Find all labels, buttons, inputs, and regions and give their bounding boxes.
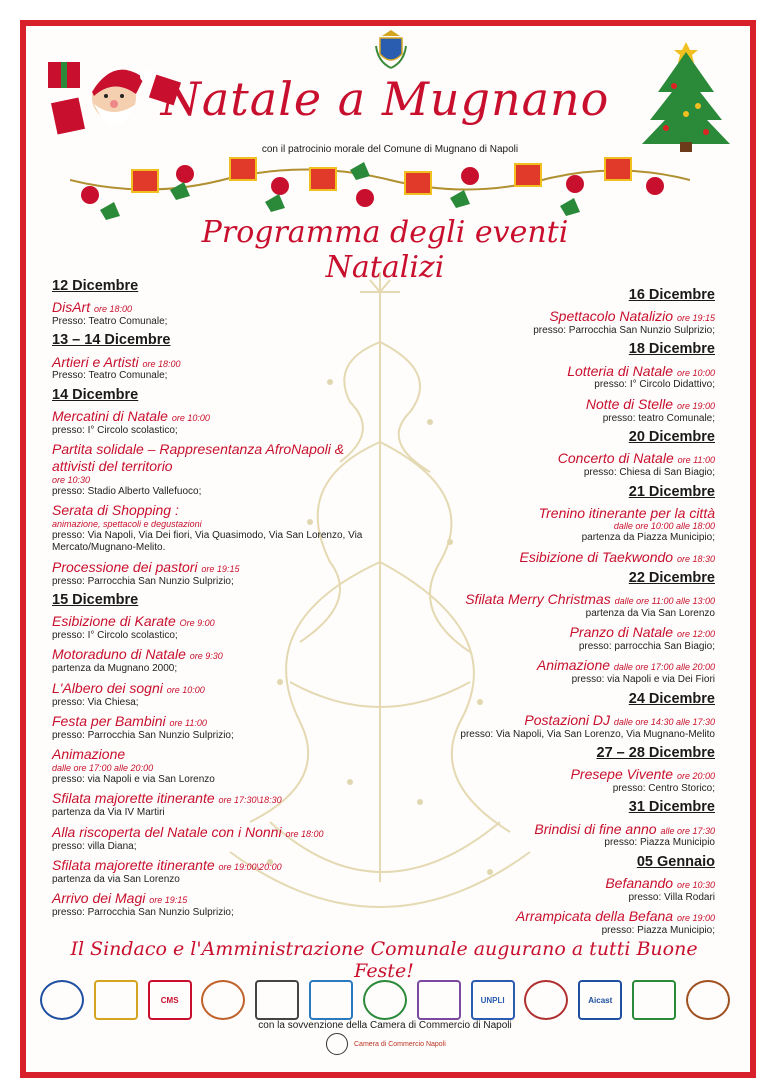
event-time: dalle ore 17:00 alle 20:00 bbox=[52, 763, 154, 774]
event-location: partenza da Piazza Municipio; bbox=[581, 532, 715, 544]
funding-note: con la sovvenzione della Camera di Commercio di Napoli bbox=[258, 1020, 512, 1031]
event-title: Processione dei pastori ore 19:15 bbox=[52, 558, 240, 575]
event-title: Partita solidale – Rappresentanza AfroNapoli & attivisti del territorio ore 10:30 bbox=[52, 441, 382, 485]
event-location: presso: Via Napoli, Via San Lorenzo, Via Mugnano-Melito bbox=[460, 728, 715, 740]
event-time: ore 19:00 bbox=[676, 400, 715, 411]
sponsor-logo bbox=[632, 980, 676, 1020]
event-location: presso: Parrocchia San Nunzio Sulprizio; bbox=[52, 907, 234, 919]
event-time: dalle ore 11:00 alle 13:00 bbox=[614, 595, 715, 606]
event-location: presso: via Napoli e via Dei Fiori bbox=[571, 674, 715, 686]
event-date-heading: 20 Dicembre bbox=[628, 429, 715, 446]
event-title: Artieri e Artisti ore 18:00 bbox=[52, 353, 181, 370]
event-time: ore 17:30\18:30 bbox=[218, 795, 282, 806]
sponsor-logo: UNPLI bbox=[471, 980, 515, 1020]
event-time: ore 10:00 bbox=[166, 684, 205, 695]
event-location: presso: I° Circolo Didattivo; bbox=[594, 379, 715, 391]
event-title: Presepe Vivente ore 20:00 bbox=[570, 766, 715, 783]
event-location: presso: Piazza Municipio; bbox=[601, 925, 715, 937]
event-date-heading: 21 Dicembre bbox=[628, 483, 715, 500]
event-title: Arrivo dei Magi ore 19:15 bbox=[52, 890, 188, 907]
event-title: Festa per Bambini ore 11:00 bbox=[52, 713, 207, 730]
event-title: Lotteria di Natale ore 10:00 bbox=[567, 362, 715, 379]
event-title: Sfilata Merry Christmas dalle ore 11:00 alle 13:00 bbox=[465, 590, 715, 607]
event-location: presso: parrocchia San Biagio; bbox=[578, 640, 715, 652]
chamber-of-commerce-logo bbox=[326, 1032, 446, 1056]
event-time: ore 9:30 bbox=[189, 651, 223, 662]
event-time: animazione, spettacoli e degustazioni bbox=[52, 518, 202, 529]
event-time: ore 19:15 bbox=[676, 313, 715, 324]
event-title: Alla riscoperta del Natale con i Nonni ore 18:00 bbox=[52, 823, 324, 840]
sponsor-logo bbox=[686, 980, 730, 1020]
event-time: ore 12:00 bbox=[676, 629, 715, 639]
event-location: presso: villa Diana; bbox=[52, 840, 137, 852]
event-title: Postazioni DJ dalle ore 14:30 alle 17:30 bbox=[524, 711, 715, 728]
event-location: presso: Stadio Alberto Vallefuoco; bbox=[52, 485, 202, 497]
event-location: presso: teatro Comunale; bbox=[602, 412, 715, 424]
event-time: ore 20:00 bbox=[676, 771, 715, 782]
season-greeting: Il Sindaco e l'Amministrazione Comunale augurano a tutti Buone Feste! bbox=[70, 938, 698, 982]
sponsor-logo bbox=[417, 980, 461, 1020]
christmas-tree-icon bbox=[636, 34, 736, 154]
event-location: partenza da via San Lorenzo bbox=[52, 873, 180, 885]
event-location: presso: I° Circolo scolastico; bbox=[52, 629, 178, 641]
event-date-heading: 31 Dicembre bbox=[628, 799, 715, 816]
chamber-logo-text: Camera di Commercio Napoli bbox=[354, 1040, 446, 1048]
event-time: ore 19:15 bbox=[149, 895, 188, 906]
event-time: alle ore 17:30 bbox=[660, 825, 715, 836]
sponsor-logo bbox=[255, 980, 299, 1020]
event-time: ore 19:15 bbox=[201, 563, 240, 574]
event-title: L'Albero dei sogni ore 10:00 bbox=[52, 679, 205, 696]
event-time: ore 10:00 bbox=[171, 412, 210, 423]
event-location: presso: Parrocchia San Nunzio Sulprizio; bbox=[52, 729, 234, 741]
event-location: partenza da Mugnano 2000; bbox=[52, 663, 178, 675]
event-location: presso: Parrocchia San Nunzio Sulprizio; bbox=[533, 324, 715, 336]
event-date-heading: 24 Dicembre bbox=[628, 690, 715, 707]
event-title: Sfilata majorette itinerante ore 17:30\18:30 bbox=[52, 790, 282, 807]
event-time: ore 19:00\20:00 bbox=[218, 862, 282, 873]
event-title: Arrampicata della Befana ore 19:00 bbox=[515, 908, 715, 925]
schedule-left-column bbox=[52, 274, 382, 920]
event-location: presso: Piazza Municipio bbox=[604, 837, 715, 849]
event-time: ore 11:00 bbox=[677, 455, 715, 466]
event-location: presso: Villa Rodari bbox=[628, 891, 715, 903]
event-title: Brindisi di fine anno alle ore 17:30 bbox=[534, 820, 715, 837]
event-time: dalle ore 10:00 alle 18:00 bbox=[613, 521, 715, 532]
event-title: DisArt ore 18:00 bbox=[52, 299, 133, 316]
event-date-heading: 14 Dicembre bbox=[52, 386, 139, 403]
event-date-heading: 15 Dicembre bbox=[52, 592, 139, 609]
event-time: ore 18:00 bbox=[285, 828, 324, 839]
event-date-heading: 27 – 28 Dicembre bbox=[596, 745, 715, 762]
event-title: Pranzo di Natale ore 12:00 bbox=[569, 624, 715, 640]
event-location: presso: Via Napoli, Via Dei fiori, Via Quasimodo, Via San Lorenzo, Via Mercato/Mugnano-Melito. bbox=[52, 529, 363, 554]
event-time: ore 18:00 bbox=[142, 358, 181, 369]
poster-subtitle: Programma degli eventi Natalizi bbox=[201, 215, 569, 285]
event-date-heading: 13 – 14 Dicembre bbox=[52, 332, 171, 349]
event-title: Esibizione di Taekwondo ore 18:30 bbox=[519, 548, 715, 565]
event-time: ore 18:30 bbox=[676, 553, 715, 564]
event-date-heading: 12 Dicembre bbox=[52, 278, 139, 294]
event-location: presso: Parrocchia San Nunzio Sulprizio; bbox=[52, 575, 234, 587]
event-title: Sfilata majorette itinerante ore 19:00\20:00 bbox=[52, 857, 282, 874]
event-time: ore 19:00 bbox=[676, 913, 715, 924]
sponsor-logo bbox=[201, 980, 245, 1020]
event-title: Befanando ore 10:30 bbox=[605, 874, 715, 891]
event-time: ore 10:00 bbox=[676, 367, 715, 378]
event-title: Mercatini di Natale ore 10:00 bbox=[52, 407, 210, 424]
event-title: Spettacolo Natalizio ore 19:15 bbox=[549, 308, 715, 325]
event-title: Animazione dalle ore 17:00 alle 20:00 bbox=[536, 657, 715, 674]
poster-title: Natale a Mugnano bbox=[160, 72, 610, 126]
municipal-crest-icon bbox=[374, 26, 408, 70]
event-time: dalle ore 17:00 alle 20:00 bbox=[613, 662, 715, 673]
event-title: Motoraduno di Natale ore 9:30 bbox=[52, 646, 223, 663]
event-date-heading: 16 Dicembre bbox=[628, 287, 715, 303]
sponsor-logo bbox=[309, 980, 353, 1020]
event-title: Notte di Stelle ore 19:00 bbox=[585, 395, 715, 412]
event-time: ore 10:30 bbox=[676, 879, 715, 890]
event-title: Trenino itinerante per la città dalle ore 10:00 alle 18:00 bbox=[390, 505, 715, 533]
sponsor-logo bbox=[40, 980, 84, 1020]
sponsor-logo bbox=[363, 980, 407, 1020]
event-date-heading: 22 Dicembre bbox=[628, 569, 715, 586]
event-time: ore 10:30 bbox=[52, 474, 91, 485]
event-title: Serata di Shopping : animazione, spettacoli e degustazioni bbox=[52, 502, 382, 530]
event-time: ore 11:00 bbox=[169, 718, 207, 729]
event-date-heading: 18 Dicembre bbox=[628, 341, 715, 358]
event-location: partenza da Via San Lorenzo bbox=[585, 607, 715, 619]
sponsor-logo: CMS bbox=[148, 980, 192, 1020]
event-location: presso: Via Chiesa; bbox=[52, 696, 139, 708]
event-location: partenza da Via IV Martiri bbox=[52, 807, 165, 819]
event-location: Presso: Teatro Comunale; bbox=[52, 370, 168, 382]
event-time: ore 18:00 bbox=[94, 304, 133, 315]
event-location: presso: I° Circolo scolastico; bbox=[52, 424, 178, 436]
event-title: Animazione dalle ore 17:00 alle 20:00 bbox=[52, 746, 382, 774]
patronage-note: con il patrocinio morale del Comune di Mugnano di Napoli bbox=[261, 144, 519, 155]
event-title: Concerto di Natale ore 11:00 bbox=[557, 450, 715, 467]
sponsor-logo bbox=[524, 980, 568, 1020]
event-location: Presso: Teatro Comunale; bbox=[52, 315, 168, 327]
sponsor-logos-row bbox=[40, 980, 730, 1020]
event-date-heading: 05 Gennaio bbox=[636, 853, 715, 870]
event-location: presso: Chiesa di San Biagio; bbox=[583, 467, 715, 479]
event-time: dalle ore 14:30 alle 17:30 bbox=[613, 716, 715, 727]
event-title: Esibizione di Karate Ore 9:00 bbox=[52, 613, 215, 630]
event-location: presso: via Napoli e via San Lorenzo bbox=[52, 773, 215, 785]
event-location: presso: Centro Storico; bbox=[612, 782, 715, 794]
schedule-right-column bbox=[390, 283, 715, 938]
sponsor-logo: Aicast bbox=[578, 980, 622, 1020]
sponsor-logo bbox=[94, 980, 138, 1020]
chamber-seal-icon bbox=[326, 1033, 348, 1055]
event-time: Ore 9:00 bbox=[179, 618, 215, 629]
